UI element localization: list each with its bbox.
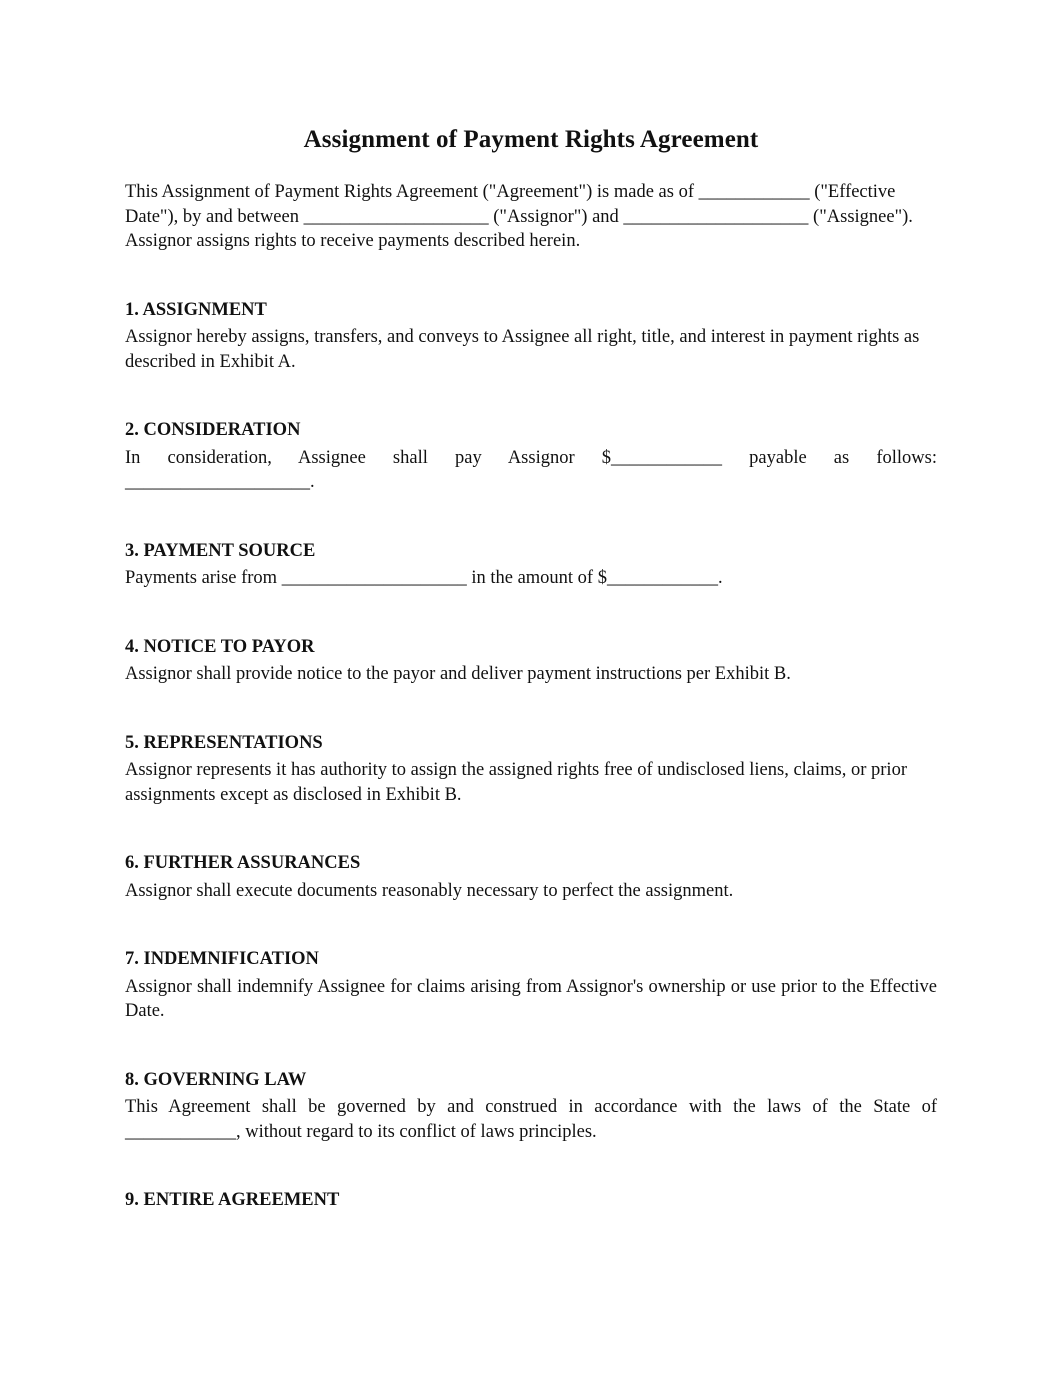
section-further-assurances	[125, 851, 937, 903]
document-body	[125, 180, 937, 1216]
intro-paragraph: This Assignment of Payment Rights Agreement ("Agreement") is made as of ____________ ("Effective Date"), by and between ____________________ ("Assignor") and ____________________ ("Assignee"). Assignor assigns rights to receive payments described herein.	[125, 182, 913, 251]
section-body: Assignor hereby assigns, transfers, and conveys to Assignee all right, title, and interest in payment rights as described in Exhibit A.	[125, 327, 920, 372]
section-body-line: In consideration, Assignee shall pay Assignor $____________ payable as follows:	[125, 447, 937, 468]
section-heading: 9. ENTIRE AGREEMENT	[125, 1190, 340, 1210]
section-body: Assignor shall execute documents reasonably necessary to perfect the assignment.	[125, 880, 734, 901]
section-payment-source	[125, 539, 937, 591]
section-indemnification	[125, 947, 937, 1024]
section-heading: 4. NOTICE TO PAYOR	[125, 636, 315, 657]
section-heading: 2. CONSIDERATION	[125, 420, 301, 440]
document-title: Assignment of Payment Rights Agreement	[303, 126, 759, 153]
section-body-line: ____________________.	[125, 472, 315, 492]
section-body: Payments arise from ____________________ in the amount of $____________.	[125, 568, 723, 588]
section-governing-law	[125, 1068, 937, 1145]
section-body: Assignor shall provide notice to the payor and deliver payment instructions per Exhibit B.	[125, 664, 791, 684]
section-representations	[125, 731, 937, 808]
section-heading: 7. INDEMNIFICATION	[125, 949, 319, 969]
section-body: Assignor shall indemnify Assignee for claims arising from Assignor's ownership or use prior to the Effective Date.	[125, 976, 937, 1021]
section-notice-to-payor	[125, 635, 937, 687]
section-heading: 3. PAYMENT SOURCE	[125, 540, 316, 561]
section-entire-agreement	[125, 1188, 937, 1213]
section-body: Assignor represents it has authority to assign the assigned rights free of undisclosed liens, claims, or prior assignments except as disclosed in Exhibit B.	[125, 760, 907, 805]
section-body: This Agreement shall be governed by and construed in accordance with the laws of the State of ____________, without regard to its conflict of laws principles.	[125, 1097, 937, 1142]
section-assignment	[125, 298, 937, 375]
section-consideration	[125, 418, 937, 495]
section-heading: 5. REPRESENTATIONS	[125, 732, 323, 753]
section-heading: 1. ASSIGNMENT	[125, 299, 267, 320]
section-heading: 8. GOVERNING LAW	[125, 1069, 307, 1090]
section-heading: 6. FURTHER ASSURANCES	[125, 853, 361, 873]
